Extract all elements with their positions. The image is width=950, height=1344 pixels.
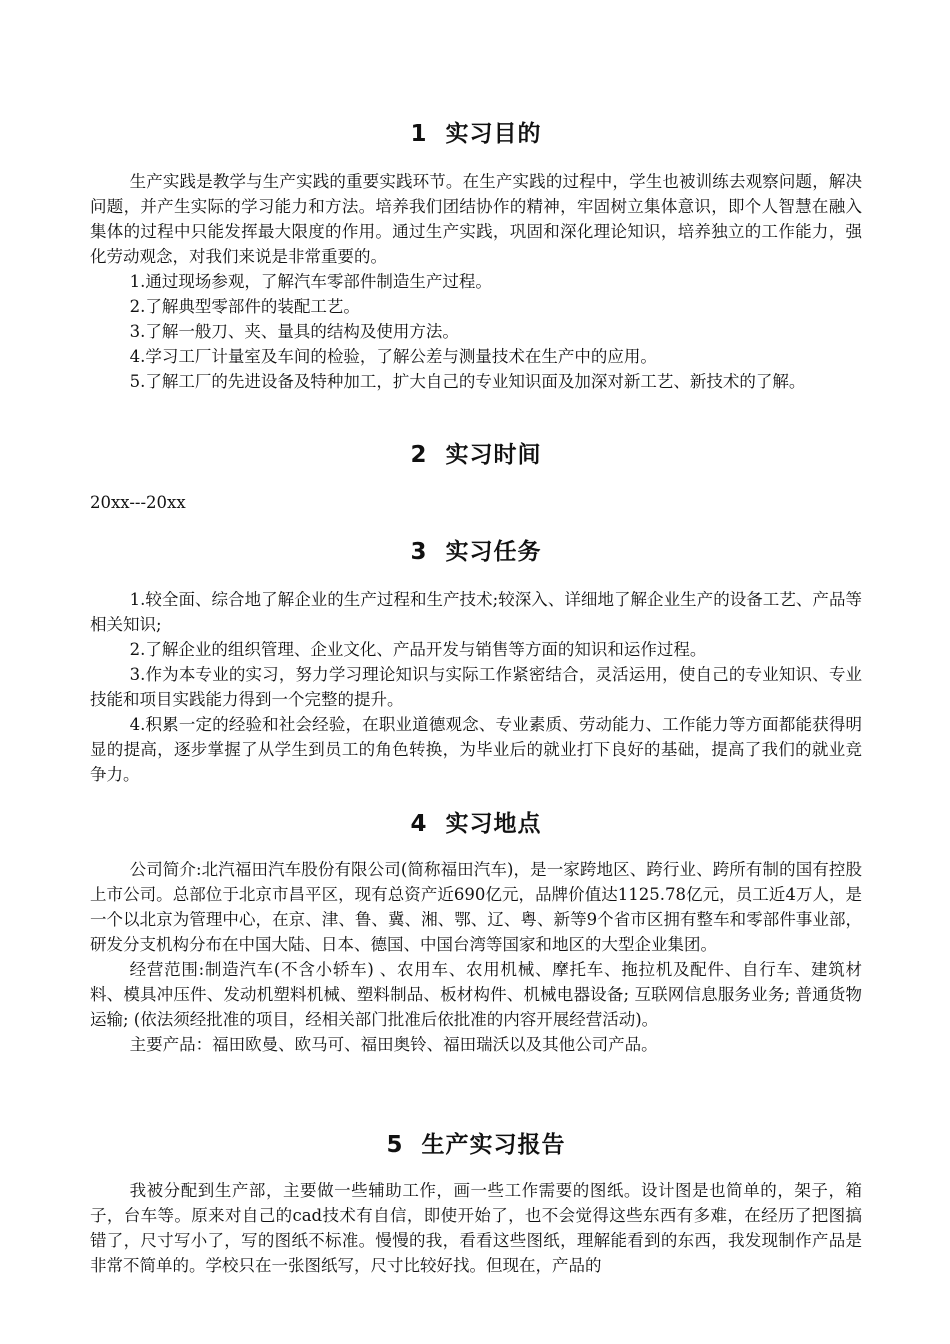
section-body-2 [90, 490, 862, 515]
section-title: 实习时间 [445, 442, 542, 468]
paragraph: 公司简介:北汽福田汽车股份有限公司(简称福田汽车)，是一家跨地区、跨行业、跨所有制的国有控股上市公司。总部位于北京市昌平区，现有总资产近690亿元，品牌价值达1125.78亿元，员工近4万人，是一个以北京为管理中心，在京、津、鲁、冀、湘、鄂、辽、粤、新等9个省市区拥有整车和零部件事业部，研发分支机构分布在中国大陆、日本、德国、中国台湾等国家和地区的大型企业集团。 [90, 860, 862, 954]
section-body-1 [90, 169, 862, 394]
list-item: 3.作为本专业的实习，努力学习理论知识与实际工作紧密结合，灵活运用，使自己的专业知识、专业技能和项目实践能力得到一个完整的提升。 [90, 665, 862, 709]
section-title: 实习目的 [445, 121, 542, 147]
section-body-4 [90, 857, 862, 1057]
section-title: 生产实习报告 [421, 1132, 566, 1158]
section-heading-2 [90, 440, 862, 470]
section-heading-3 [90, 537, 862, 567]
section-body-5 [90, 1178, 862, 1278]
section-number: 1 [410, 121, 428, 147]
list-item: 2.了解典型零部件的装配工艺。 [129, 297, 360, 316]
section-heading-4 [90, 809, 862, 839]
section-number: 2 [410, 442, 428, 468]
section-title: 实习任务 [445, 539, 542, 565]
section-body-3 [90, 587, 862, 787]
list-item: 3.了解一般刀、夹、量具的结构及使用方法。 [129, 322, 459, 341]
paragraph: 我被分配到生产部，主要做一些辅助工作，画一些工作需要的图纸。设计图是也简单的，架子，箱子，台车等。原来对自己的cad技术有自信，即使开始了，也不会觉得这些东西有多难，在经历了把图搞错了，尺寸写小了，写的图纸不标准。慢慢的我，看看这些图纸，理解能看到的东西，我发现制作产品是非常不简单的。学校只在一张图纸写，尺寸比较好找。但现在，产品的 [90, 1181, 862, 1275]
paragraph: 生产实践是教学与生产实践的重要实践环节。在生产实践的过程中，学生也被训练去观察问题，解决问题，并产生实际的学习能力和方法。培养我们团结协作的精神，牢固树立集体意识，即个人智慧在融入集体的过程中只能发挥最大限度的作用。通过生产实践，巩固和深化理论知识，培养独立的工作能力，强化劳动观念，对我们来说是非常重要的。 [90, 172, 862, 266]
list-item: 5.了解工厂的先进设备及特种加工，扩大自己的专业知识面及加深对新工艺、新技术的了解。 [129, 372, 806, 391]
section-number: 5 [386, 1132, 404, 1158]
section-number: 3 [410, 539, 428, 565]
section-heading-5 [90, 1130, 862, 1160]
section-number: 4 [410, 811, 428, 837]
date-range: 20xx---20xx [90, 493, 186, 512]
section-title: 实习地点 [445, 811, 542, 837]
list-item: 4.学习工厂计量室及车间的检验，了解公差与测量技术在生产中的应用。 [129, 347, 657, 366]
list-item: 4.积累一定的经验和社会经验，在职业道德观念、专业素质、劳动能力、工作能力等方面都能获得明显的提高，逐步掌握了从学生到员工的角色转换，为毕业后的就业打下良好的基础，提高了我们的就业竞争力。 [90, 715, 862, 784]
list-item: 1.通过现场参观，了解汽车零部件制造生产过程。 [129, 272, 492, 291]
section-heading-1 [90, 119, 862, 149]
list-item: 2.了解企业的组织管理、企业文化、产品开发与销售等方面的知识和运作过程。 [129, 640, 707, 659]
paragraph: 主要产品：福田欧曼、欧马可、福田奥铃、福田瑞沃以及其他公司产品。 [129, 1035, 658, 1054]
paragraph: 经营范围:制造汽车(不含小轿车) 、农用车、农用机械、摩托车、拖拉机及配件、自行车、建筑材料、模具冲压件、发动机塑料机械、塑料制品、板材构件、机械电器设备; 互联网信息服务业务; 普通货物运输; (依法须经批准的项目，经相关部门批准后依批准的内容开展经营活动)。 [90, 960, 862, 1029]
list-item: 1.较全面、综合地了解企业的生产过程和生产技术;较深入、详细地了解企业生产的设备工艺、产品等相关知识; [90, 590, 862, 634]
